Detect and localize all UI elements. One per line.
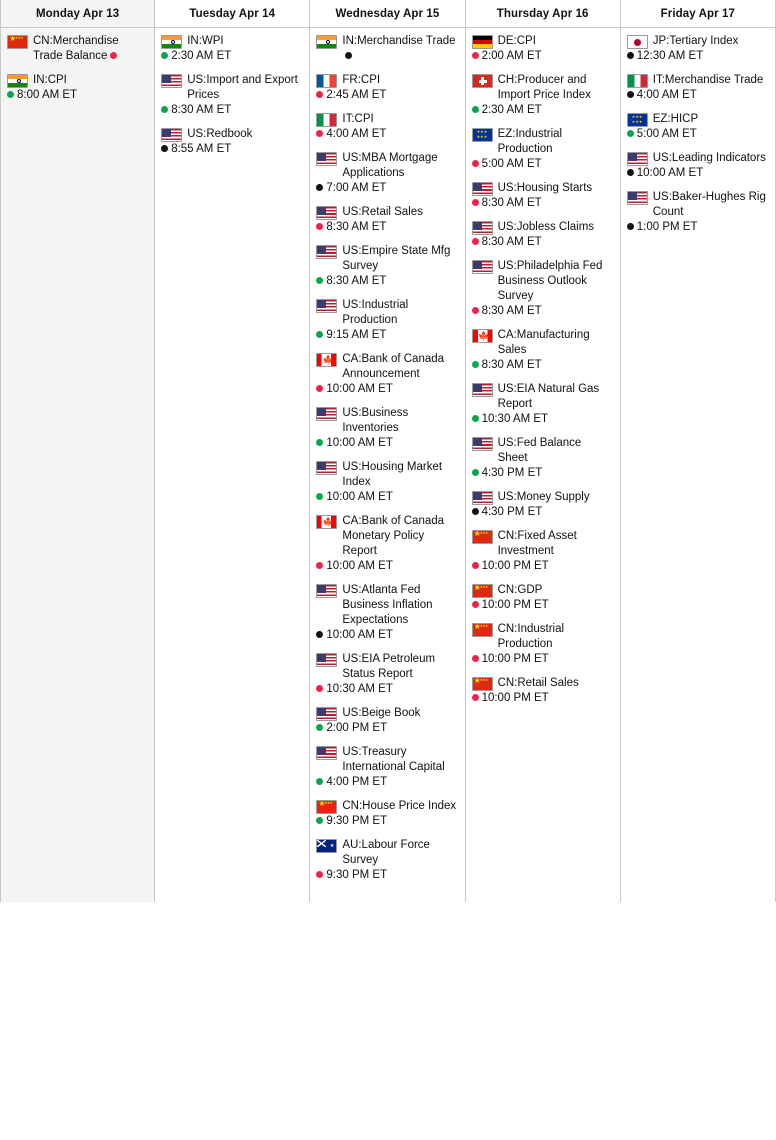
event-item[interactable] <box>316 34 458 64</box>
event-time-line <box>627 166 769 181</box>
event-time-line <box>627 127 769 142</box>
event-title <box>342 112 458 127</box>
day-header: Wednesday Apr 15 <box>310 0 464 28</box>
event-time: 10:00 AM ET <box>636 167 704 179</box>
event-importance-dot <box>316 685 323 692</box>
event-item[interactable] <box>472 529 614 574</box>
us-flag-icon <box>472 260 493 274</box>
event-time: 10:30 AM ET <box>326 683 393 695</box>
us-flag-icon <box>316 245 337 259</box>
in-flag-icon <box>316 35 337 49</box>
event-title-text: AU:Labour Force Survey <box>342 839 430 866</box>
event-importance-dot <box>161 145 168 152</box>
event-time: 10:00 AM ET <box>326 560 393 572</box>
event-time: 10:00 AM ET <box>326 491 393 503</box>
event-time: 8:30 AM ET <box>326 275 387 287</box>
event-time: 8:30 AM ET <box>171 104 232 116</box>
event-item[interactable] <box>627 190 769 235</box>
event-title <box>498 490 614 505</box>
event-item[interactable] <box>316 205 458 235</box>
event-time: 4:30 PM ET <box>481 467 543 479</box>
event-item[interactable] <box>472 34 614 64</box>
us-flag-icon <box>161 128 182 142</box>
event-item[interactable] <box>7 34 148 64</box>
event-list <box>466 28 620 902</box>
event-list <box>310 28 464 902</box>
event-time: 10:00 AM ET <box>326 437 393 449</box>
event-time-line <box>316 868 458 883</box>
event-title-text: IN:Merchandise Trade <box>342 35 456 47</box>
event-importance-dot <box>161 106 168 113</box>
event-item[interactable] <box>316 406 458 451</box>
event-item[interactable] <box>472 328 614 373</box>
event-item[interactable] <box>316 706 458 736</box>
event-time-line <box>472 196 614 211</box>
jp-flag-icon <box>627 35 648 49</box>
event-importance-dot <box>316 91 323 98</box>
event-title-text: US:Housing Market Index <box>342 461 443 488</box>
event-time: 8:00 AM ET <box>17 89 78 101</box>
event-time: 8:30 AM ET <box>481 359 542 371</box>
event-time-line <box>472 652 614 667</box>
event-title-text: US:Philadelphia Fed Business Outlook Survey <box>497 260 603 302</box>
event-list <box>155 28 309 902</box>
event-item[interactable] <box>472 220 614 250</box>
event-title <box>498 127 614 157</box>
event-time: 4:30 PM ET <box>481 506 543 518</box>
de-flag-icon <box>472 35 493 49</box>
event-importance-dot <box>472 601 479 608</box>
event-title <box>342 352 458 382</box>
event-time: 9:30 PM ET <box>326 815 388 827</box>
event-title <box>342 406 458 436</box>
event-title <box>342 205 458 220</box>
event-item[interactable] <box>161 73 303 118</box>
event-time-line <box>472 304 614 319</box>
day-column <box>466 0 621 902</box>
event-time: 8:30 AM ET <box>481 236 542 248</box>
event-time-line <box>627 49 769 64</box>
event-title-text: EZ:Industrial Production <box>497 128 563 155</box>
event-importance-dot <box>472 307 479 314</box>
event-title-text: US:Redbook <box>187 128 253 140</box>
event-importance-dot <box>472 415 479 422</box>
event-item[interactable] <box>627 112 769 142</box>
event-importance-dot <box>627 169 634 176</box>
event-title <box>342 514 458 559</box>
event-title-text: CN:GDP <box>497 584 543 596</box>
event-item[interactable] <box>161 34 303 64</box>
event-title <box>498 34 614 49</box>
event-time: 8:30 AM ET <box>481 305 542 317</box>
event-time: 10:00 PM ET <box>481 653 549 665</box>
event-time-line <box>316 628 458 643</box>
event-title <box>498 328 614 358</box>
event-importance-dot <box>472 469 479 476</box>
event-time-line <box>472 466 614 481</box>
event-importance-dot <box>316 331 323 338</box>
event-title <box>498 73 614 103</box>
event-time-line <box>472 358 614 373</box>
event-time: 7:00 AM ET <box>326 182 387 194</box>
event-list <box>1 28 154 902</box>
event-title <box>498 676 614 691</box>
day-header: Friday Apr 17 <box>621 0 775 28</box>
event-title <box>498 583 614 598</box>
event-title-text: US:Treasury International Capital <box>342 746 445 773</box>
us-flag-icon <box>316 653 337 667</box>
us-flag-icon <box>161 74 182 88</box>
event-time: 8:55 AM ET <box>171 143 232 155</box>
event-importance-dot <box>316 778 323 785</box>
event-item[interactable] <box>316 73 458 103</box>
event-title <box>653 190 769 220</box>
event-item[interactable] <box>316 352 458 397</box>
event-importance-dot <box>316 724 323 731</box>
us-flag-icon <box>627 152 648 166</box>
it-flag-icon <box>316 113 337 127</box>
us-flag-icon <box>472 491 493 505</box>
event-title-text: US:Leading Indicators <box>652 152 766 164</box>
event-title <box>498 181 614 196</box>
event-title-text: US:Atlanta Fed Business Inflation Expectations <box>342 584 433 626</box>
event-title <box>342 298 458 328</box>
event-title-text: CH:Producer and Import Price Index <box>497 74 591 101</box>
event-item[interactable] <box>472 259 614 319</box>
event-item[interactable] <box>316 244 458 289</box>
day-header: Monday Apr 13 <box>1 0 154 28</box>
event-importance-dot <box>627 91 634 98</box>
event-title-text: US:Baker-Hughes Rig Count <box>652 191 766 218</box>
in-flag-icon <box>7 74 28 88</box>
event-title <box>653 112 769 127</box>
event-importance-dot <box>316 130 323 137</box>
event-title-text: IN:CPI <box>33 74 67 86</box>
event-item[interactable] <box>316 745 458 790</box>
us-flag-icon <box>316 746 337 760</box>
day-header: Tuesday Apr 14 <box>155 0 309 28</box>
event-importance-dot <box>7 91 14 98</box>
event-time: 10:00 AM ET <box>326 629 393 641</box>
event-title-text: US:Money Supply <box>497 491 590 503</box>
us-flag-icon <box>316 707 337 721</box>
event-time: 5:00 AM ET <box>636 128 697 140</box>
event-importance-dot <box>345 52 352 59</box>
event-title-text: US:Retail Sales <box>342 206 423 218</box>
event-title <box>653 73 769 88</box>
event-title-text: FR:CPI <box>342 74 381 86</box>
event-time-line <box>316 721 458 736</box>
event-time-line <box>316 490 458 505</box>
event-title-text: US:Business Inventories <box>342 407 409 434</box>
event-time-line <box>316 88 458 103</box>
cn-flag-icon <box>472 530 493 544</box>
cn-flag-icon <box>316 800 337 814</box>
event-time: 2:00 AM ET <box>481 50 542 62</box>
event-time-line <box>161 103 303 118</box>
event-title <box>342 73 458 88</box>
event-time-line <box>472 103 614 118</box>
event-item[interactable] <box>627 34 769 64</box>
cn-flag-icon <box>472 677 493 691</box>
event-time: 9:30 PM ET <box>326 869 388 881</box>
us-flag-icon <box>316 584 337 598</box>
event-importance-dot <box>472 106 479 113</box>
it-flag-icon <box>627 74 648 88</box>
eu-flag-icon <box>627 113 648 127</box>
event-time-line <box>472 559 614 574</box>
event-importance-dot <box>472 655 479 662</box>
event-title-text: IT:Merchandise Trade <box>652 74 764 86</box>
event-time: 2:30 AM ET <box>171 50 232 62</box>
event-item[interactable] <box>7 73 148 103</box>
event-item[interactable] <box>316 799 458 829</box>
cn-flag-icon <box>472 584 493 598</box>
event-title <box>342 460 458 490</box>
event-importance-dot <box>627 52 634 59</box>
event-title-text: CN:House Price Index <box>342 800 457 812</box>
event-item[interactable] <box>316 460 458 505</box>
day-column <box>310 0 465 902</box>
event-title <box>342 652 458 682</box>
us-flag-icon <box>472 383 493 397</box>
event-item[interactable] <box>472 676 614 706</box>
event-title-text: US:Industrial Production <box>342 299 409 326</box>
event-importance-dot <box>316 631 323 638</box>
event-title <box>342 706 458 721</box>
event-importance-dot <box>472 52 479 59</box>
event-title <box>187 34 303 49</box>
event-title-text: JP:Tertiary Index <box>652 35 739 47</box>
event-time: 5:00 AM ET <box>481 158 542 170</box>
event-title <box>498 259 614 304</box>
event-title-text: CN:Merchandise Trade Balance <box>33 35 119 62</box>
event-time-line <box>627 220 769 235</box>
event-title-text: CA:Manufacturing Sales <box>497 329 590 356</box>
event-time-line <box>472 412 614 427</box>
event-title <box>498 436 614 466</box>
event-time: 10:00 PM ET <box>481 599 549 611</box>
us-flag-icon <box>472 182 493 196</box>
us-flag-icon <box>316 461 337 475</box>
event-importance-dot <box>472 508 479 515</box>
event-importance-dot <box>316 871 323 878</box>
event-time-line <box>316 775 458 790</box>
in-flag-icon <box>161 35 182 49</box>
event-time: 12:30 AM ET <box>636 50 704 62</box>
event-title <box>342 583 458 628</box>
event-importance-dot <box>627 223 634 230</box>
us-flag-icon <box>627 191 648 205</box>
event-title-text: CA:Bank of Canada Announcement <box>342 353 445 380</box>
event-time: 8:30 AM ET <box>481 197 542 209</box>
event-title-text: IT:CPI <box>342 113 374 125</box>
event-item[interactable] <box>316 112 458 142</box>
ca-flag-icon <box>316 515 337 529</box>
event-time: 10:00 PM ET <box>481 692 549 704</box>
event-importance-dot <box>316 223 323 230</box>
event-item[interactable] <box>316 514 458 574</box>
event-time-line <box>316 682 458 697</box>
event-title-text: US:EIA Petroleum Status Report <box>342 653 436 680</box>
event-item[interactable] <box>161 127 303 157</box>
event-title-text: EZ:HICP <box>652 113 699 125</box>
event-time-line <box>316 328 458 343</box>
event-time: 2:00 PM ET <box>326 722 388 734</box>
event-item[interactable] <box>316 151 458 196</box>
day-column <box>621 0 776 902</box>
event-time: 2:30 AM ET <box>481 104 542 116</box>
event-item[interactable] <box>472 490 614 520</box>
event-title-text: CN:Fixed Asset Investment <box>497 530 577 557</box>
event-time-line <box>472 235 614 250</box>
event-title-text: US:Beige Book <box>342 707 421 719</box>
day-column <box>155 0 310 902</box>
event-time: 4:00 AM ET <box>636 89 697 101</box>
event-title <box>187 127 303 142</box>
day-header: Thursday Apr 16 <box>466 0 620 28</box>
event-importance-dot <box>472 361 479 368</box>
event-importance-dot <box>316 277 323 284</box>
event-time-line <box>316 220 458 235</box>
event-time-line <box>316 382 458 397</box>
event-title <box>187 73 303 103</box>
event-time-line <box>627 88 769 103</box>
event-item[interactable] <box>627 151 769 181</box>
us-flag-icon <box>316 407 337 421</box>
event-item[interactable] <box>472 382 614 427</box>
event-title <box>342 799 458 814</box>
event-time-line <box>316 274 458 289</box>
event-title <box>498 529 614 559</box>
us-flag-icon <box>316 299 337 313</box>
cn-flag-icon <box>472 623 493 637</box>
event-importance-dot <box>316 439 323 446</box>
cn-flag-icon <box>7 35 28 49</box>
event-title <box>498 622 614 652</box>
event-item[interactable] <box>627 73 769 103</box>
event-importance-dot <box>110 52 117 59</box>
event-time-line <box>161 142 303 157</box>
event-time: 4:00 PM ET <box>326 776 388 788</box>
event-title-text: US:MBA Mortgage Applications <box>342 152 438 179</box>
event-time: 10:30 AM ET <box>481 413 549 425</box>
event-title-text: US:Empire State Mfg Survey <box>342 245 451 272</box>
event-time-line <box>161 49 303 64</box>
event-title-text: CN:Retail Sales <box>497 677 579 689</box>
event-item[interactable] <box>316 298 458 343</box>
event-item[interactable] <box>472 583 614 613</box>
event-importance-dot <box>316 385 323 392</box>
event-title-text: US:EIA Natural Gas Report <box>497 383 600 410</box>
event-title-text: US:Housing Starts <box>497 182 593 194</box>
event-title <box>653 34 769 49</box>
event-importance-dot <box>472 562 479 569</box>
event-importance-dot <box>627 130 634 137</box>
event-time: 8:30 AM ET <box>326 221 387 233</box>
event-importance-dot <box>316 817 323 824</box>
event-importance-dot <box>316 184 323 191</box>
event-importance-dot <box>316 562 323 569</box>
eu-flag-icon <box>472 128 493 142</box>
ch-flag-icon <box>472 74 493 88</box>
event-time-line <box>472 598 614 613</box>
event-importance-dot <box>472 160 479 167</box>
event-title <box>342 838 458 868</box>
event-list <box>621 28 775 902</box>
event-time-line <box>472 505 614 520</box>
event-time: 9:15 AM ET <box>326 329 387 341</box>
event-title-text: CN:Industrial Production <box>497 623 565 650</box>
event-time-line <box>472 49 614 64</box>
event-time-line <box>316 181 458 196</box>
event-title-text: CA:Bank of Canada Monetary Policy Report <box>342 515 445 557</box>
event-title-text: US:Import and Export Prices <box>187 74 298 101</box>
event-time: 10:00 AM ET <box>326 383 393 395</box>
event-title <box>342 151 458 181</box>
event-item[interactable] <box>472 73 614 118</box>
event-item[interactable] <box>472 127 614 172</box>
event-time: 2:45 AM ET <box>326 89 387 101</box>
event-title-text: US:Jobless Claims <box>497 221 595 233</box>
event-title <box>33 34 148 64</box>
us-flag-icon <box>316 152 337 166</box>
ca-flag-icon <box>472 329 493 343</box>
event-item[interactable] <box>316 838 458 883</box>
event-importance-dot <box>472 694 479 701</box>
event-title <box>342 745 458 775</box>
event-title <box>342 244 458 274</box>
event-item[interactable] <box>316 583 458 643</box>
event-importance-dot <box>472 238 479 245</box>
event-time-line <box>472 157 614 172</box>
event-time: 1:00 PM ET <box>636 221 698 233</box>
event-item[interactable] <box>316 652 458 697</box>
us-flag-icon <box>316 206 337 220</box>
event-time: 4:00 AM ET <box>326 128 387 140</box>
ca-flag-icon <box>316 353 337 367</box>
event-time-line <box>316 127 458 142</box>
event-time-line <box>472 691 614 706</box>
day-column <box>0 0 155 902</box>
event-time-line <box>316 814 458 829</box>
event-item[interactable] <box>472 181 614 211</box>
event-title <box>498 220 614 235</box>
us-flag-icon <box>472 437 493 451</box>
event-title-text: IN:WPI <box>187 35 224 47</box>
fr-flag-icon <box>316 74 337 88</box>
event-title <box>498 382 614 412</box>
event-item[interactable] <box>472 436 614 481</box>
event-time-line <box>7 88 148 103</box>
event-title-text: US:Fed Balance Sheet <box>497 437 582 464</box>
event-importance-dot <box>472 199 479 206</box>
event-importance-dot <box>316 493 323 500</box>
au-flag-icon <box>316 839 337 853</box>
event-title-text: DE:CPI <box>497 35 536 47</box>
event-title <box>653 151 769 166</box>
event-time: 10:00 PM ET <box>481 560 549 572</box>
event-importance-dot <box>161 52 168 59</box>
event-title <box>342 34 458 64</box>
us-flag-icon <box>472 221 493 235</box>
event-item[interactable] <box>472 622 614 667</box>
event-time-line <box>316 436 458 451</box>
event-title <box>33 73 148 88</box>
event-time-line <box>316 559 458 574</box>
